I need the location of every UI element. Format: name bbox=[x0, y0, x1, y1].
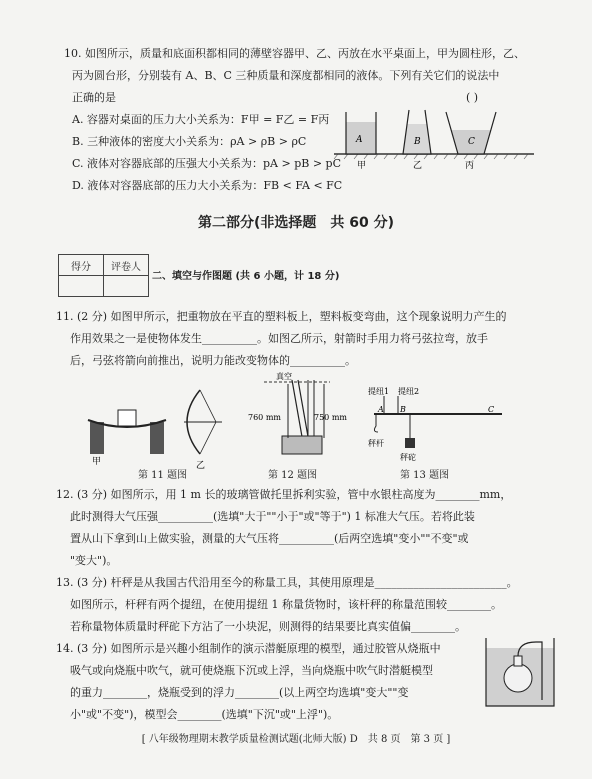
q11-line3: 后，弓弦将箭向前推出，说明力能改变物体的__________。 bbox=[70, 354, 356, 367]
q10-containers-figure bbox=[334, 108, 534, 172]
q10-option-b: B. 三种液体的密度大小关系为：ρA > ρB > ρC bbox=[72, 135, 307, 148]
fig11-yi-label: 乙 bbox=[196, 461, 206, 471]
score-header: 得分 bbox=[59, 255, 104, 276]
grader-cell bbox=[104, 276, 149, 297]
gan-label: 秤杆 bbox=[368, 439, 384, 448]
label-750mm: 750 mm bbox=[314, 413, 347, 422]
q14-submarine-figure bbox=[482, 634, 558, 710]
counterweight bbox=[405, 438, 415, 448]
vacuum-label: 真空 bbox=[276, 372, 292, 381]
q10-option-a: A. 容器对桌面的压力大小关系为：F甲 = F乙 = F丙 bbox=[72, 113, 330, 126]
q12-line1: 12. (3 分) 如图所示，用 1 m 长的玻璃管做托里拆利实验，管中水银柱高度为________mm， bbox=[56, 488, 512, 501]
q12-line4: "变大")。 bbox=[70, 554, 118, 567]
mercury-basin bbox=[282, 436, 322, 454]
fig12-drawing bbox=[246, 374, 356, 466]
q13-line2: 如图所示，杆秤有两个提纽，在使用提纽 1 称量货物时，该杆秤的称量范围较________。 bbox=[70, 598, 502, 611]
point-c-label: C bbox=[488, 405, 495, 414]
niu1-label: 提纽1 bbox=[368, 387, 390, 396]
point-b-label: B bbox=[400, 405, 406, 414]
q10-stem-line1: 10. 如图所示，质量和底面积都相同的薄壁容器甲、乙、丙放在水平桌面上，甲为圆柱形，乙、 bbox=[64, 47, 525, 60]
bing-label: 丙 bbox=[465, 161, 475, 171]
q10-option-d: D. 液体对容器底部的压力大小关系为：FB < FA < FC bbox=[72, 179, 343, 192]
grader-header: 评卷人 bbox=[104, 255, 149, 276]
q11-line2: 作用效果之一是使物体发生__________。如图乙所示，射箭时手用力将弓弦拉弯，放手 bbox=[70, 332, 488, 345]
q12-line2: 此时测得大气压强__________(选填"大于""小于"或"等于") 1 标准大气压。若将此装 bbox=[70, 510, 475, 523]
jia-label: 甲 bbox=[357, 161, 367, 171]
q14-line3: 的重力________，烧瓶受到的浮力________(以上两空均选填"变大""变 bbox=[70, 686, 409, 699]
niu2-label: 提纽2 bbox=[398, 387, 420, 396]
weight-block bbox=[118, 410, 136, 426]
fig11-caption: 第 11 题图 bbox=[138, 470, 188, 481]
fig11-drawing bbox=[88, 382, 248, 471]
right-support bbox=[150, 422, 164, 454]
liquid-b-label: B bbox=[414, 137, 421, 147]
q10-option-c: C. 液体对容器底部的压强大小关系为：pA > pB > pC bbox=[72, 157, 342, 170]
score-table bbox=[58, 254, 149, 297]
q10-answer-paren: ( ) bbox=[466, 91, 479, 104]
part-two-title: 第二部分(非选择题 共 60 分) bbox=[197, 215, 395, 231]
point-a-label: A bbox=[378, 405, 384, 414]
q13-line3: 若称量物体质量时秤砣下方沾了一小块泥，则测得的结果要比真实值偏________。 bbox=[70, 620, 466, 633]
q14-line4: 小"或"不变")，模型会________(选填"下沉"或"上浮")。 bbox=[70, 708, 339, 721]
score-cell bbox=[59, 276, 104, 297]
fig13-drawing bbox=[368, 384, 508, 466]
page-footer: [ 八年级物理期末教学质量检测试题(北师大版) D 共 8 页 第 3 页 ] bbox=[141, 734, 451, 745]
label-760mm: 760 mm bbox=[248, 413, 281, 422]
liquid-c-label: C bbox=[468, 137, 475, 147]
section-two-title: 二、填空与作图题 (共 6 小题，计 18 分) bbox=[152, 271, 340, 282]
fig13-caption: 第 13 题图 bbox=[400, 470, 450, 481]
liquid-a-label: A bbox=[356, 135, 363, 145]
q10-stem-line2: 丙为圆台形，分别装有 A、B、C 三种质量和深度都相同的液体。下列有关它们的说法中 bbox=[72, 69, 500, 82]
left-support bbox=[90, 422, 104, 454]
fig11-jia-label: 甲 bbox=[92, 457, 102, 467]
tuo-label: 秤砣 bbox=[400, 453, 416, 462]
hook bbox=[374, 414, 378, 432]
q12-line3: 置从山下拿到山上做实验，测量的大气压将__________(后两空选填"变小""不变"或 bbox=[70, 532, 469, 545]
fig12-caption: 第 12 题图 bbox=[268, 470, 318, 481]
q13-line1: 13. (3 分) 杆秤是从我国古代沿用至今的称量工具，其使用原理是________________________。 bbox=[56, 576, 518, 589]
flask-body bbox=[504, 664, 532, 692]
flask-neck bbox=[514, 656, 522, 666]
q14-line1: 14. (3 分) 如图所示是兴趣小组制作的演示潜艇原理的模型，通过胶管从烧瓶中 bbox=[56, 642, 441, 655]
yi-label: 乙 bbox=[413, 161, 423, 171]
q14-line2: 吸气或向烧瓶中吹气，就可使烧瓶下沉或上浮，当向烧瓶中吹气时潜艇模型 bbox=[70, 664, 433, 677]
q11-line1: 11. (2 分) 如图甲所示，把重物放在平直的塑料板上，塑料板变弯曲，这个现象说明力产生的 bbox=[56, 310, 507, 323]
q10-stem-line3: 正确的是 bbox=[72, 91, 116, 104]
